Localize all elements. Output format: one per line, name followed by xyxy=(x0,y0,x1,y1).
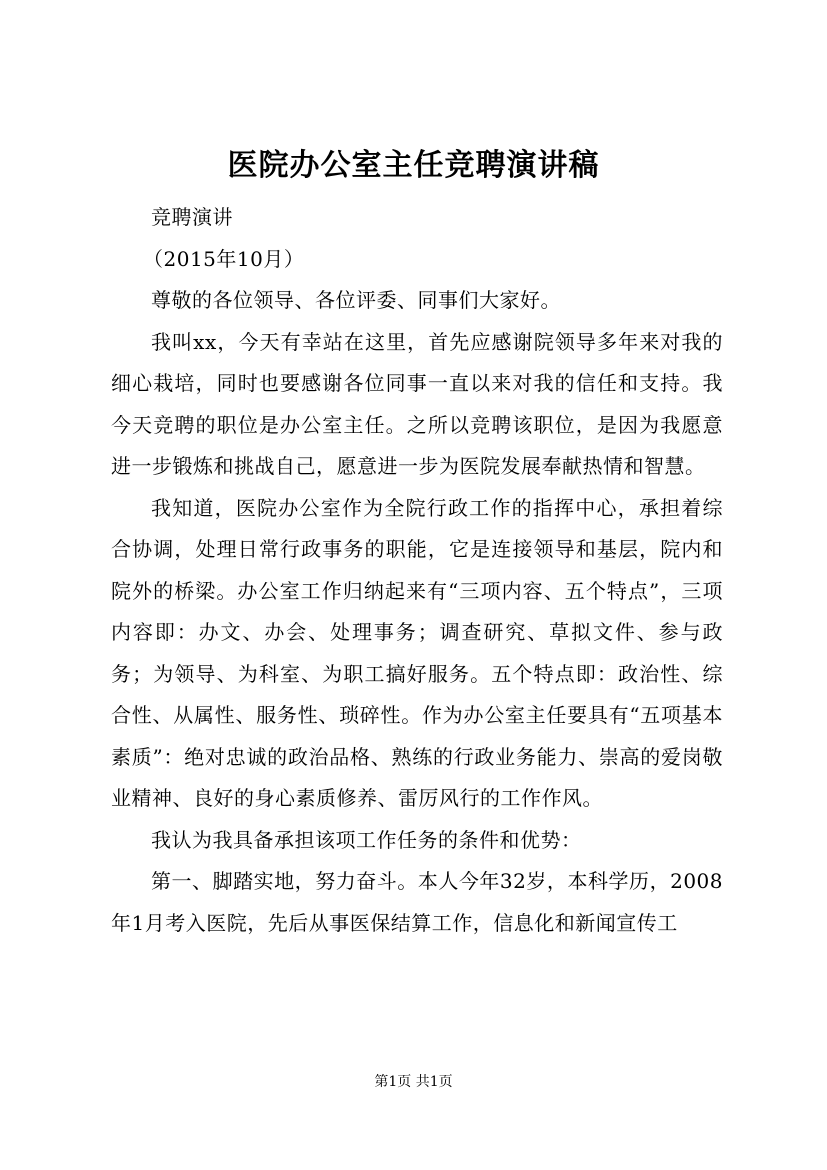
paragraph-greeting: 尊敬的各位领导、各位评委、同事们大家好。 xyxy=(151,288,561,312)
paragraph-introduction: 我叫xx，今天有幸站在这里，首先应感谢院领导多年来对我的细心栽培，同时也要感谢各位同事一直以来对我的信任和支持。我今天竞聘的职位是办公室主任。之所以竞聘该职位，是因为我愿意进一步锻炼和挑战自己，愿意进一步为医院发展奉献热情和智慧。 xyxy=(111,329,723,478)
paragraph-first-advantage: 第一、脚踏实地，努力奋斗。本人今年32岁，本科学历，2008年1月考入医院，先后从事医保结算工作，信息化和新闻宣传工 xyxy=(111,869,723,935)
paragraph-subtitle: 竞聘演讲 xyxy=(151,205,233,229)
page-number-footer: 第1页 共1页 xyxy=(374,1074,453,1090)
paragraph-date: （2015年10月） xyxy=(143,246,305,271)
paragraph-advantages-intro: 我认为我具备承担该项工作任务的条件和优势： xyxy=(151,827,582,852)
document-title: 医院办公室主任竞聘演讲稿 xyxy=(227,148,600,183)
document-body xyxy=(111,197,723,944)
paragraph-office-duties: 我知道，医院办公室作为全院行政工作的指挥中心，承担着综合协调，处理日常行政事务的职能，它是连接领导和基层，院内和院外的桥梁。办公室工作归纳起来有“三项内容、五个特点”，三项内容即：办文、办会、处理事务；调查研究、草拟文件、参与政务；为领导、为科室、为职工搞好服务。五个特点即：政治性、综合性、从属性、服务性、琐碎性。作为办公室主任要具有“五项基本素质”：绝对忠诚的政治品格、熟练的行政业务能力、崇高的爱岗敬业精神、良好的身心素质修养、雷厉风行的工作作风。 xyxy=(111,495,723,810)
